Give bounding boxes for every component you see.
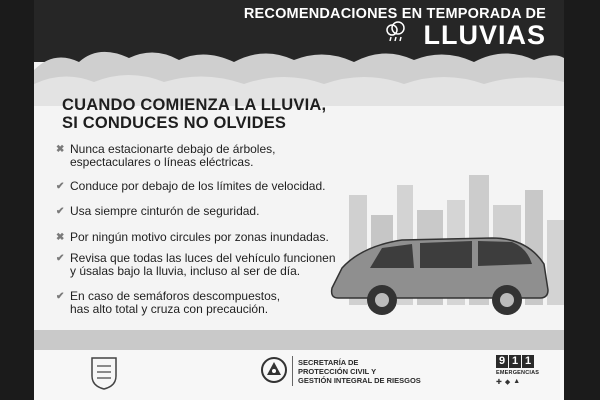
emergency-digit: 1 <box>509 355 521 368</box>
state-seal-icon <box>90 356 118 390</box>
recommendation-line: Revisa que todas las luces del vehículo funcionen <box>70 251 336 265</box>
emergency-symbols <box>496 378 536 386</box>
emergency-911-logo <box>496 355 540 386</box>
check-icon: ✔ <box>56 206 65 217</box>
road <box>34 330 564 352</box>
left-border <box>0 0 34 400</box>
recommendation-text <box>70 143 275 169</box>
recommendation-line: espectaculares o líneas eléctricas. <box>70 155 254 169</box>
main-title <box>62 96 326 132</box>
shield-symbol-icon: ◆ <box>504 379 511 386</box>
recommendation-text <box>70 205 259 218</box>
footer <box>34 350 564 400</box>
cross-symbol-icon: ✚ <box>496 379 502 386</box>
poster <box>34 0 564 400</box>
car-illustration <box>322 228 552 320</box>
recommendation-line: has alto total y cruza con precaución. <box>70 302 269 316</box>
recommendation-line: Usa siempre cinturón de seguridad. <box>70 204 260 218</box>
recommendation-line: Conduce por debajo de los límites de velocidad. <box>70 179 326 193</box>
recommendation-text <box>70 231 329 244</box>
recommendation-text <box>70 180 326 193</box>
header-title-line1: RECOMENDACIONES EN TEMPORADA DE <box>243 6 546 22</box>
emergency-digit: 1 <box>522 355 534 368</box>
fire-symbol-icon: ▲ <box>513 378 521 385</box>
secretaria-line2: PROTECCIÓN CIVIL Y <box>298 367 377 376</box>
cross-icon: ✖ <box>56 232 65 243</box>
recommendation-line: y úsalas bajo la lluvia, incluso al ser de día. <box>70 264 301 278</box>
recommendation-text <box>70 290 280 316</box>
recommendation-line: Por ningún motivo circules por zonas inundadas. <box>70 230 329 244</box>
secretaria-line1: SECRETARÍA DE <box>298 358 359 367</box>
recommendation-text <box>70 252 336 278</box>
secretaria-line3: GESTIÓN INTEGRAL DE RIESGOS <box>298 376 421 385</box>
civil-protection-icon <box>260 356 288 384</box>
emergency-label: EMERGENCIAS <box>496 370 540 376</box>
footer-divider <box>292 356 293 386</box>
emergency-digit: 9 <box>496 355 508 368</box>
check-icon: ✔ <box>56 291 65 302</box>
recommendation-line: En caso de semáforos descompuestos, <box>70 289 281 303</box>
right-border <box>564 0 600 400</box>
main-title-line1: CUANDO COMIENZA LA LLUVIA, <box>62 96 327 114</box>
check-icon: ✔ <box>56 253 65 264</box>
cross-icon: ✖ <box>56 144 65 155</box>
check-icon: ✔ <box>56 181 65 192</box>
main-title-line2: SI CONDUCES NO OLVIDES <box>62 114 287 132</box>
secretaria-label <box>298 358 421 385</box>
recommendation-line: Nunca estacionarte debajo de árboles, <box>70 142 276 156</box>
header-title-line2: LLUVIAS <box>423 20 546 50</box>
